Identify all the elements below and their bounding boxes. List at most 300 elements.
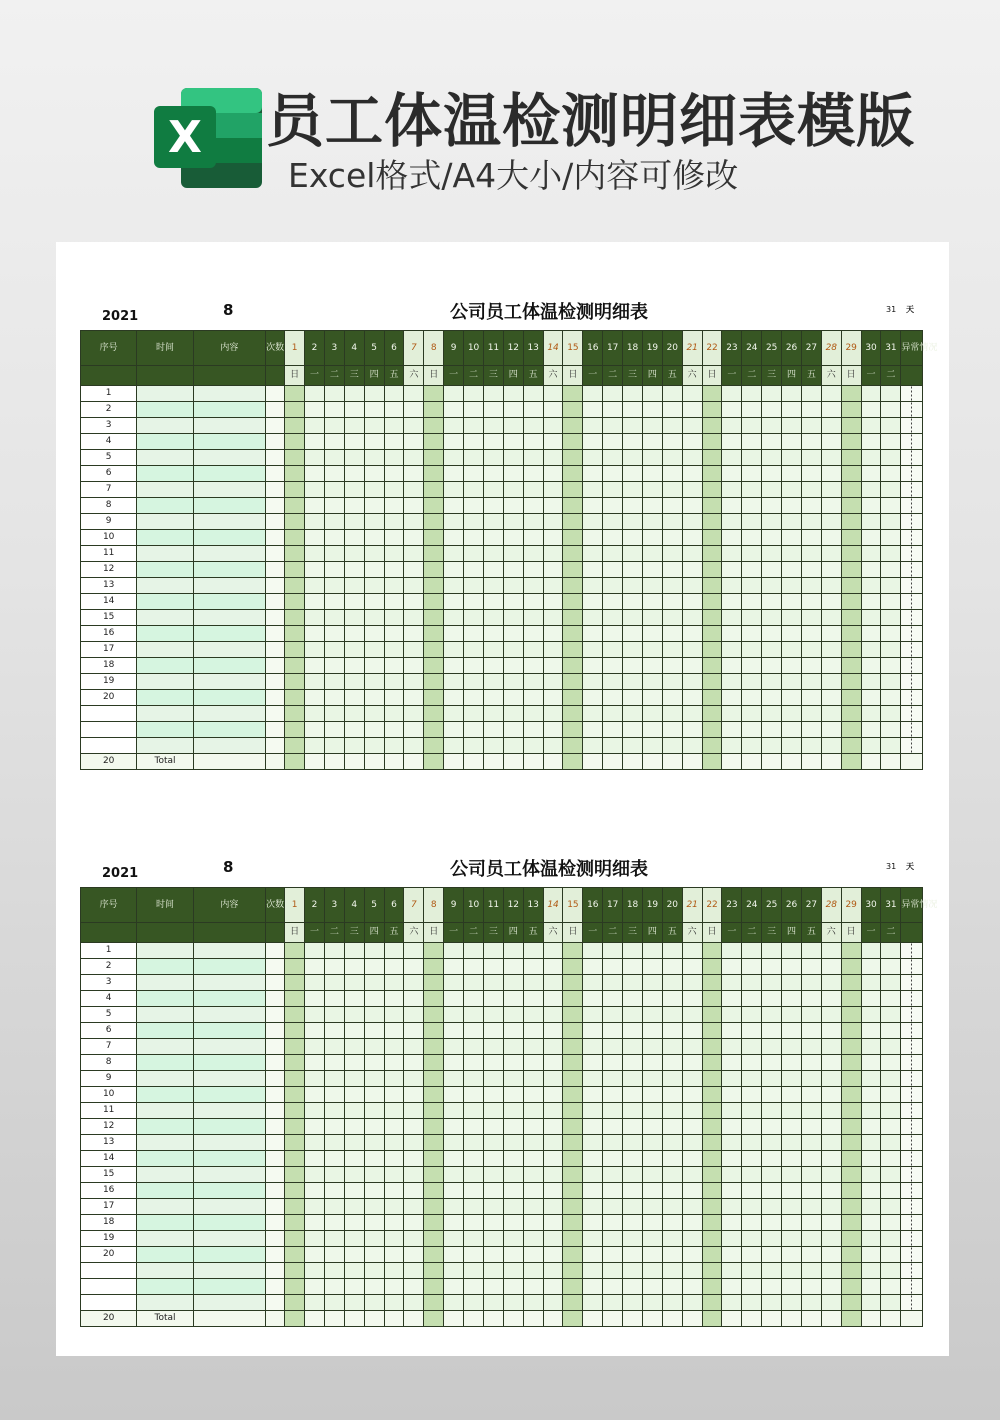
- day-cell[interactable]: [702, 991, 722, 1007]
- day-cell[interactable]: [404, 466, 424, 482]
- day-cell[interactable]: [583, 1103, 603, 1119]
- day-cell[interactable]: [424, 1263, 444, 1279]
- day-cell[interactable]: [404, 1135, 424, 1151]
- day-cell[interactable]: [523, 418, 543, 434]
- day-cell[interactable]: [384, 1247, 404, 1263]
- day-cell[interactable]: [603, 578, 623, 594]
- day-cell[interactable]: [662, 562, 682, 578]
- day-cell[interactable]: [722, 498, 742, 514]
- day-cell[interactable]: [782, 466, 802, 482]
- day-cell[interactable]: [305, 1279, 325, 1295]
- day-cell[interactable]: [642, 1183, 662, 1199]
- day-cell[interactable]: [464, 706, 484, 722]
- count-cell[interactable]: [266, 530, 285, 546]
- day-cell[interactable]: [623, 1007, 643, 1023]
- day-cell[interactable]: [503, 1007, 523, 1023]
- day-cell[interactable]: [384, 975, 404, 991]
- day-cell[interactable]: [782, 1039, 802, 1055]
- total-day-cell[interactable]: [881, 754, 901, 770]
- day-cell[interactable]: [662, 1023, 682, 1039]
- total-day-cell[interactable]: [821, 754, 841, 770]
- day-cell[interactable]: [662, 1103, 682, 1119]
- day-cell[interactable]: [603, 482, 623, 498]
- day-cell[interactable]: [762, 610, 782, 626]
- day-cell[interactable]: [722, 1183, 742, 1199]
- time-cell[interactable]: [137, 498, 193, 514]
- day-cell[interactable]: [285, 466, 305, 482]
- content-cell[interactable]: [193, 1215, 265, 1231]
- day-cell[interactable]: [801, 674, 821, 690]
- day-cell[interactable]: [861, 975, 881, 991]
- day-cell[interactable]: [821, 1087, 841, 1103]
- day-cell[interactable]: [563, 546, 583, 562]
- day-cell[interactable]: [543, 530, 563, 546]
- abnormal-cell[interactable]: [901, 738, 923, 754]
- day-cell[interactable]: [523, 626, 543, 642]
- total-day-cell[interactable]: [305, 754, 325, 770]
- day-cell[interactable]: [285, 690, 305, 706]
- total-day-cell[interactable]: [483, 754, 503, 770]
- day-cell[interactable]: [603, 722, 623, 738]
- day-cell[interactable]: [523, 1055, 543, 1071]
- day-cell[interactable]: [742, 690, 762, 706]
- day-cell[interactable]: [464, 610, 484, 626]
- day-cell[interactable]: [285, 626, 305, 642]
- day-cell[interactable]: [503, 466, 523, 482]
- day-cell[interactable]: [762, 1103, 782, 1119]
- day-cell[interactable]: [801, 594, 821, 610]
- day-cell[interactable]: [483, 706, 503, 722]
- day-cell[interactable]: [324, 1199, 344, 1215]
- day-cell[interactable]: [861, 498, 881, 514]
- day-cell[interactable]: [662, 626, 682, 642]
- day-cell[interactable]: [285, 578, 305, 594]
- day-cell[interactable]: [483, 1087, 503, 1103]
- abnormal-cell[interactable]: [901, 434, 923, 450]
- day-cell[interactable]: [404, 943, 424, 959]
- day-cell[interactable]: [543, 594, 563, 610]
- day-cell[interactable]: [305, 959, 325, 975]
- day-cell[interactable]: [503, 594, 523, 610]
- day-cell[interactable]: [563, 386, 583, 402]
- content-cell[interactable]: [193, 658, 265, 674]
- day-cell[interactable]: [285, 1247, 305, 1263]
- day-cell[interactable]: [583, 1071, 603, 1087]
- day-cell[interactable]: [563, 1279, 583, 1295]
- day-cell[interactable]: [384, 1119, 404, 1135]
- day-cell[interactable]: [464, 626, 484, 642]
- day-cell[interactable]: [881, 482, 901, 498]
- day-cell[interactable]: [841, 1215, 861, 1231]
- day-cell[interactable]: [523, 1039, 543, 1055]
- day-cell[interactable]: [801, 1087, 821, 1103]
- day-cell[interactable]: [662, 975, 682, 991]
- day-cell[interactable]: [503, 482, 523, 498]
- day-cell[interactable]: [285, 959, 305, 975]
- day-cell[interactable]: [861, 943, 881, 959]
- day-cell[interactable]: [603, 626, 623, 642]
- day-cell[interactable]: [404, 514, 424, 530]
- day-cell[interactable]: [324, 1151, 344, 1167]
- total-day-cell[interactable]: [464, 754, 484, 770]
- day-cell[interactable]: [742, 434, 762, 450]
- day-cell[interactable]: [305, 1023, 325, 1039]
- day-cell[interactable]: [344, 722, 364, 738]
- day-cell[interactable]: [623, 1183, 643, 1199]
- day-cell[interactable]: [742, 546, 762, 562]
- day-cell[interactable]: [821, 975, 841, 991]
- day-cell[interactable]: [722, 418, 742, 434]
- day-cell[interactable]: [523, 722, 543, 738]
- day-cell[interactable]: [821, 943, 841, 959]
- day-cell[interactable]: [305, 530, 325, 546]
- day-cell[interactable]: [404, 1151, 424, 1167]
- day-cell[interactable]: [384, 514, 404, 530]
- day-cell[interactable]: [801, 386, 821, 402]
- day-cell[interactable]: [424, 674, 444, 690]
- day-cell[interactable]: [344, 546, 364, 562]
- total-day-cell[interactable]: [841, 1311, 861, 1327]
- day-cell[interactable]: [563, 466, 583, 482]
- day-cell[interactable]: [285, 1231, 305, 1247]
- day-cell[interactable]: [881, 434, 901, 450]
- total-count-cell[interactable]: [266, 1311, 285, 1327]
- day-cell[interactable]: [563, 626, 583, 642]
- day-cell[interactable]: [662, 1215, 682, 1231]
- day-cell[interactable]: [543, 991, 563, 1007]
- abnormal-cell[interactable]: [901, 498, 923, 514]
- abnormal-cell[interactable]: [901, 1023, 923, 1039]
- day-cell[interactable]: [464, 482, 484, 498]
- day-cell[interactable]: [583, 418, 603, 434]
- day-cell[interactable]: [782, 642, 802, 658]
- day-cell[interactable]: [722, 1231, 742, 1247]
- day-cell[interactable]: [702, 418, 722, 434]
- day-cell[interactable]: [364, 1183, 384, 1199]
- day-cell[interactable]: [821, 1295, 841, 1311]
- total-day-cell[interactable]: [523, 1311, 543, 1327]
- abnormal-cell[interactable]: [901, 386, 923, 402]
- time-cell[interactable]: [137, 738, 193, 754]
- day-cell[interactable]: [821, 738, 841, 754]
- day-cell[interactable]: [384, 1183, 404, 1199]
- day-cell[interactable]: [742, 1007, 762, 1023]
- day-cell[interactable]: [881, 690, 901, 706]
- day-cell[interactable]: [344, 1263, 364, 1279]
- day-cell[interactable]: [424, 991, 444, 1007]
- day-cell[interactable]: [384, 1135, 404, 1151]
- day-cell[interactable]: [424, 450, 444, 466]
- day-cell[interactable]: [881, 1055, 901, 1071]
- day-cell[interactable]: [444, 959, 464, 975]
- time-cell[interactable]: [137, 722, 193, 738]
- day-cell[interactable]: [881, 1199, 901, 1215]
- day-cell[interactable]: [742, 562, 762, 578]
- count-cell[interactable]: [266, 975, 285, 991]
- content-cell[interactable]: [193, 1135, 265, 1151]
- day-cell[interactable]: [682, 1231, 702, 1247]
- day-cell[interactable]: [762, 402, 782, 418]
- day-cell[interactable]: [424, 722, 444, 738]
- time-cell[interactable]: [137, 610, 193, 626]
- day-cell[interactable]: [702, 1231, 722, 1247]
- day-cell[interactable]: [623, 386, 643, 402]
- content-cell[interactable]: [193, 738, 265, 754]
- day-cell[interactable]: [742, 482, 762, 498]
- day-cell[interactable]: [682, 418, 702, 434]
- day-cell[interactable]: [801, 610, 821, 626]
- count-cell[interactable]: [266, 466, 285, 482]
- day-cell[interactable]: [682, 1151, 702, 1167]
- day-cell[interactable]: [563, 1071, 583, 1087]
- day-cell[interactable]: [841, 1071, 861, 1087]
- day-cell[interactable]: [464, 434, 484, 450]
- day-cell[interactable]: [722, 690, 742, 706]
- day-cell[interactable]: [404, 1071, 424, 1087]
- day-cell[interactable]: [344, 578, 364, 594]
- day-cell[interactable]: [801, 1231, 821, 1247]
- day-cell[interactable]: [523, 674, 543, 690]
- day-cell[interactable]: [881, 626, 901, 642]
- day-cell[interactable]: [483, 1055, 503, 1071]
- day-cell[interactable]: [881, 466, 901, 482]
- day-cell[interactable]: [285, 1263, 305, 1279]
- day-cell[interactable]: [702, 738, 722, 754]
- day-cell[interactable]: [543, 434, 563, 450]
- day-cell[interactable]: [642, 450, 662, 466]
- day-cell[interactable]: [364, 546, 384, 562]
- day-cell[interactable]: [404, 722, 424, 738]
- day-cell[interactable]: [861, 1103, 881, 1119]
- day-cell[interactable]: [662, 530, 682, 546]
- day-cell[interactable]: [543, 450, 563, 466]
- day-cell[interactable]: [384, 578, 404, 594]
- day-cell[interactable]: [324, 1295, 344, 1311]
- day-cell[interactable]: [523, 706, 543, 722]
- day-cell[interactable]: [702, 1039, 722, 1055]
- day-cell[interactable]: [821, 530, 841, 546]
- day-cell[interactable]: [503, 1135, 523, 1151]
- day-cell[interactable]: [801, 562, 821, 578]
- content-cell[interactable]: [193, 498, 265, 514]
- time-cell[interactable]: [137, 991, 193, 1007]
- day-cell[interactable]: [861, 1151, 881, 1167]
- day-cell[interactable]: [503, 498, 523, 514]
- day-cell[interactable]: [523, 386, 543, 402]
- content-cell[interactable]: [193, 626, 265, 642]
- time-cell[interactable]: [137, 1103, 193, 1119]
- total-day-cell[interactable]: [344, 1311, 364, 1327]
- day-cell[interactable]: [364, 706, 384, 722]
- day-cell[interactable]: [642, 1263, 662, 1279]
- day-cell[interactable]: [364, 562, 384, 578]
- day-cell[interactable]: [424, 1151, 444, 1167]
- day-cell[interactable]: [881, 1023, 901, 1039]
- day-cell[interactable]: [841, 1167, 861, 1183]
- day-cell[interactable]: [543, 1151, 563, 1167]
- day-cell[interactable]: [762, 975, 782, 991]
- content-cell[interactable]: [193, 530, 265, 546]
- day-cell[interactable]: [603, 1167, 623, 1183]
- day-cell[interactable]: [682, 1023, 702, 1039]
- day-cell[interactable]: [742, 450, 762, 466]
- total-day-cell[interactable]: [603, 1311, 623, 1327]
- day-cell[interactable]: [444, 578, 464, 594]
- count-cell[interactable]: [266, 738, 285, 754]
- day-cell[interactable]: [603, 1295, 623, 1311]
- day-cell[interactable]: [841, 1151, 861, 1167]
- day-cell[interactable]: [523, 991, 543, 1007]
- day-cell[interactable]: [503, 722, 523, 738]
- day-cell[interactable]: [722, 1039, 742, 1055]
- day-cell[interactable]: [464, 975, 484, 991]
- day-cell[interactable]: [603, 1183, 623, 1199]
- day-cell[interactable]: [801, 658, 821, 674]
- day-cell[interactable]: [881, 594, 901, 610]
- day-cell[interactable]: [642, 1023, 662, 1039]
- day-cell[interactable]: [821, 1215, 841, 1231]
- day-cell[interactable]: [464, 1279, 484, 1295]
- day-cell[interactable]: [702, 594, 722, 610]
- day-cell[interactable]: [424, 1055, 444, 1071]
- time-cell[interactable]: [137, 1279, 193, 1295]
- day-cell[interactable]: [782, 562, 802, 578]
- day-cell[interactable]: [821, 706, 841, 722]
- day-cell[interactable]: [583, 658, 603, 674]
- day-cell[interactable]: [404, 706, 424, 722]
- day-cell[interactable]: [483, 991, 503, 1007]
- day-cell[interactable]: [801, 450, 821, 466]
- day-cell[interactable]: [424, 706, 444, 722]
- day-cell[interactable]: [523, 1167, 543, 1183]
- day-cell[interactable]: [444, 1135, 464, 1151]
- time-cell[interactable]: [137, 1167, 193, 1183]
- day-cell[interactable]: [305, 1071, 325, 1087]
- day-cell[interactable]: [762, 1215, 782, 1231]
- day-cell[interactable]: [821, 722, 841, 738]
- day-cell[interactable]: [324, 1279, 344, 1295]
- day-cell[interactable]: [881, 530, 901, 546]
- day-cell[interactable]: [682, 482, 702, 498]
- day-cell[interactable]: [563, 1167, 583, 1183]
- day-cell[interactable]: [523, 546, 543, 562]
- day-cell[interactable]: [881, 722, 901, 738]
- day-cell[interactable]: [384, 530, 404, 546]
- day-cell[interactable]: [682, 1007, 702, 1023]
- day-cell[interactable]: [424, 402, 444, 418]
- day-cell[interactable]: [801, 514, 821, 530]
- time-cell[interactable]: [137, 514, 193, 530]
- day-cell[interactable]: [424, 594, 444, 610]
- day-cell[interactable]: [464, 991, 484, 1007]
- day-cell[interactable]: [324, 1231, 344, 1247]
- day-cell[interactable]: [444, 562, 464, 578]
- day-cell[interactable]: [603, 706, 623, 722]
- day-cell[interactable]: [305, 1007, 325, 1023]
- count-cell[interactable]: [266, 1183, 285, 1199]
- day-cell[interactable]: [762, 466, 782, 482]
- day-cell[interactable]: [821, 1231, 841, 1247]
- day-cell[interactable]: [424, 514, 444, 530]
- day-cell[interactable]: [782, 402, 802, 418]
- day-cell[interactable]: [483, 1247, 503, 1263]
- day-cell[interactable]: [503, 1071, 523, 1087]
- day-cell[interactable]: [722, 1023, 742, 1039]
- day-cell[interactable]: [523, 1279, 543, 1295]
- day-cell[interactable]: [464, 594, 484, 610]
- day-cell[interactable]: [483, 418, 503, 434]
- day-cell[interactable]: [324, 738, 344, 754]
- count-cell[interactable]: [266, 1071, 285, 1087]
- day-cell[interactable]: [682, 1247, 702, 1263]
- count-cell[interactable]: [266, 1039, 285, 1055]
- day-cell[interactable]: [384, 991, 404, 1007]
- time-cell[interactable]: [137, 578, 193, 594]
- day-cell[interactable]: [404, 642, 424, 658]
- day-cell[interactable]: [444, 514, 464, 530]
- day-cell[interactable]: [305, 1119, 325, 1135]
- day-cell[interactable]: [801, 1055, 821, 1071]
- day-cell[interactable]: [404, 530, 424, 546]
- content-cell[interactable]: [193, 1039, 265, 1055]
- day-cell[interactable]: [881, 1215, 901, 1231]
- day-cell[interactable]: [523, 482, 543, 498]
- day-cell[interactable]: [285, 674, 305, 690]
- day-cell[interactable]: [305, 562, 325, 578]
- day-cell[interactable]: [404, 1231, 424, 1247]
- day-cell[interactable]: [305, 975, 325, 991]
- day-cell[interactable]: [623, 959, 643, 975]
- count-cell[interactable]: [266, 674, 285, 690]
- day-cell[interactable]: [305, 1135, 325, 1151]
- day-cell[interactable]: [305, 1199, 325, 1215]
- day-cell[interactable]: [722, 626, 742, 642]
- day-cell[interactable]: [305, 546, 325, 562]
- time-cell[interactable]: [137, 1055, 193, 1071]
- day-cell[interactable]: [682, 434, 702, 450]
- abnormal-cell[interactable]: [901, 578, 923, 594]
- day-cell[interactable]: [523, 1247, 543, 1263]
- day-cell[interactable]: [861, 418, 881, 434]
- day-cell[interactable]: [404, 482, 424, 498]
- day-cell[interactable]: [424, 1183, 444, 1199]
- day-cell[interactable]: [523, 530, 543, 546]
- day-cell[interactable]: [861, 514, 881, 530]
- day-cell[interactable]: [523, 642, 543, 658]
- abnormal-cell[interactable]: [901, 959, 923, 975]
- day-cell[interactable]: [881, 1119, 901, 1135]
- day-cell[interactable]: [841, 1119, 861, 1135]
- day-cell[interactable]: [424, 1295, 444, 1311]
- day-cell[interactable]: [682, 1295, 702, 1311]
- day-cell[interactable]: [722, 1247, 742, 1263]
- day-cell[interactable]: [563, 402, 583, 418]
- total-abnormal-cell[interactable]: [901, 754, 923, 770]
- day-cell[interactable]: [821, 1183, 841, 1199]
- day-cell[interactable]: [821, 1151, 841, 1167]
- day-cell[interactable]: [444, 626, 464, 642]
- day-cell[interactable]: [762, 1295, 782, 1311]
- day-cell[interactable]: [305, 1247, 325, 1263]
- day-cell[interactable]: [861, 402, 881, 418]
- day-cell[interactable]: [881, 610, 901, 626]
- day-cell[interactable]: [702, 626, 722, 642]
- day-cell[interactable]: [623, 418, 643, 434]
- day-cell[interactable]: [305, 402, 325, 418]
- day-cell[interactable]: [364, 690, 384, 706]
- day-cell[interactable]: [603, 1055, 623, 1071]
- day-cell[interactable]: [821, 1071, 841, 1087]
